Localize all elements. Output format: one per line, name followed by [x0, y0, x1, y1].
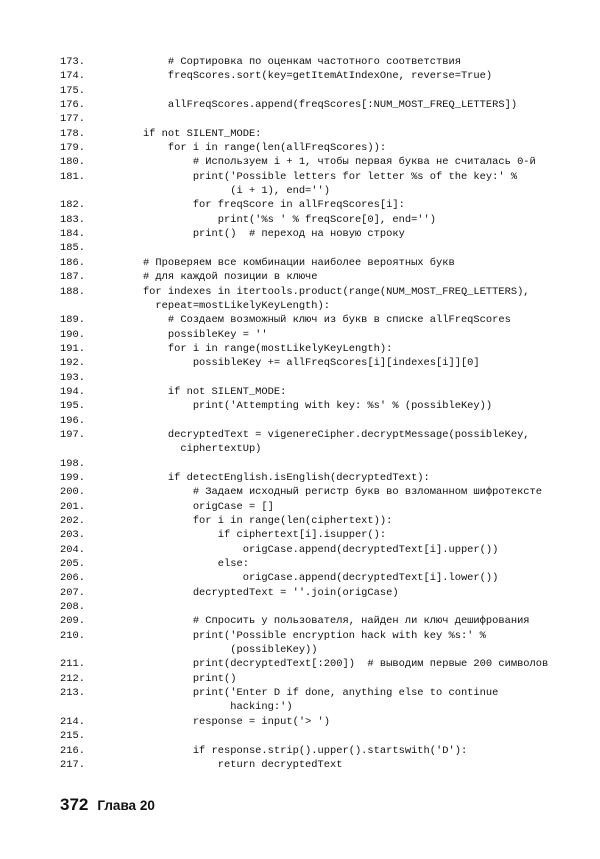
line-number: 186.	[60, 256, 85, 269]
line-number: 173.	[60, 56, 85, 68]
code-line	[60, 485, 590, 499]
line-number: 217.	[60, 758, 85, 771]
line-number: 191.	[60, 342, 85, 355]
code-line	[60, 328, 590, 342]
line-number: 184.	[60, 228, 85, 241]
code-line	[60, 471, 590, 485]
code-line	[60, 198, 590, 212]
code-line	[60, 500, 590, 514]
line-number: 202.	[60, 515, 85, 527]
code-line	[60, 657, 590, 671]
line-number: 183.	[60, 213, 85, 226]
code-text: freqScores.sort(key=getItemAtIndexOne, reverse=True)	[118, 70, 493, 83]
code-text	[118, 84, 590, 98]
line-number: 212.	[60, 672, 85, 685]
line-number: 181.	[60, 170, 85, 183]
line-number: 179.	[60, 142, 85, 155]
code-text	[118, 457, 590, 471]
code-line	[60, 227, 590, 241]
line-number: 201.	[60, 500, 85, 513]
code-text	[118, 371, 590, 385]
code-text: print('Attempting with key: %s' % (possibleKey))	[118, 400, 493, 413]
line-number: 180.	[60, 156, 85, 169]
code-text: if not SILENT_MODE:	[118, 127, 262, 140]
code-text: # Создаем возможный ключ из букв в списке allFreqScores	[118, 314, 511, 327]
line-number: 175.	[60, 84, 85, 97]
code-line	[60, 600, 590, 614]
line-number: 203.	[60, 529, 85, 542]
code-text: possibleKey = ''	[118, 328, 268, 341]
code-text: possibleKey += allFreqScores[i][indexes[i]][0]	[118, 357, 480, 370]
code-text: else:	[118, 558, 249, 571]
line-number: 197.	[60, 428, 85, 441]
code-text: origCase.append(decryptedText[i].lower())	[118, 572, 499, 585]
line-number: 195.	[60, 400, 85, 413]
code-line	[60, 586, 590, 600]
line-number: 211.	[60, 658, 85, 671]
line-number: 196.	[60, 414, 85, 427]
code-text	[118, 729, 590, 743]
line-number: 182.	[60, 199, 85, 212]
line-number: 188.	[60, 285, 85, 298]
code-line	[60, 98, 590, 112]
code-text: hacking:')	[118, 701, 293, 714]
code-text: # Сортировка по оценкам частотного соответствия	[118, 56, 461, 68]
code-text: for i in range(len(allFreqScores)):	[118, 142, 387, 155]
code-listing	[60, 55, 590, 772]
line-number: 199.	[60, 471, 85, 484]
line-number: 177.	[60, 113, 85, 126]
code-line	[60, 543, 590, 557]
code-text: # Используем i + 1, чтобы первая буква не считалась 0-й	[118, 156, 536, 169]
line-number: 216.	[60, 744, 85, 757]
code-text	[118, 600, 590, 614]
line-number	[60, 299, 118, 313]
line-number	[60, 643, 118, 657]
code-text: if ciphertext[i].isupper():	[118, 529, 387, 542]
code-line	[60, 428, 590, 442]
code-line	[60, 686, 590, 700]
line-number: 200.	[60, 486, 85, 499]
code-text: print(decryptedText[:200]) # выводим первые 200 символов	[118, 658, 549, 671]
line-number: 176.	[60, 99, 85, 112]
code-text: print()	[118, 672, 237, 685]
code-line	[60, 55, 590, 69]
code-line	[60, 141, 590, 155]
line-number	[60, 700, 118, 714]
code-text: for i in range(len(ciphertext)):	[118, 515, 393, 527]
line-number: 187.	[60, 271, 85, 284]
line-number: 189.	[60, 314, 85, 327]
chapter-title: Глава 20	[97, 798, 155, 813]
line-number: 210.	[60, 629, 85, 642]
code-line	[60, 241, 590, 255]
code-line	[60, 155, 590, 169]
code-line	[60, 313, 590, 327]
line-number: 185.	[60, 242, 85, 255]
code-text: # Задаем исходный регистр букв во взломанном шифротексте	[118, 486, 543, 499]
code-line	[60, 414, 590, 428]
code-line	[60, 700, 590, 714]
code-line	[60, 614, 590, 628]
line-number: 205.	[60, 558, 85, 571]
code-text: print('%s ' % freqScore[0], end='')	[118, 213, 437, 226]
code-line	[60, 342, 590, 356]
code-line	[60, 514, 590, 528]
code-line	[60, 399, 590, 413]
line-number: 204.	[60, 543, 85, 556]
code-line	[60, 299, 590, 313]
line-number: 215.	[60, 730, 85, 743]
code-text	[118, 414, 590, 428]
code-text	[118, 241, 590, 255]
code-line	[60, 112, 590, 126]
code-text: # для каждой позиции в ключе	[118, 271, 318, 284]
line-number: 174.	[60, 70, 85, 83]
code-text: # Проверяем все комбинации наиболее вероятных букв	[118, 256, 455, 269]
code-line	[60, 672, 590, 686]
code-line	[60, 285, 590, 299]
line-number: 214.	[60, 715, 85, 728]
code-line	[60, 213, 590, 227]
line-number: 190.	[60, 328, 85, 341]
line-number	[60, 184, 118, 198]
code-line	[60, 557, 590, 571]
code-line	[60, 715, 590, 729]
code-text: print() # переход на новую строку	[118, 228, 405, 241]
code-text: print('Enter D if done, anything else to continue	[118, 687, 499, 700]
code-text: decryptedText = vigenereCipher.decryptMessage(possibleKey,	[118, 428, 530, 441]
code-text: return decryptedText	[118, 758, 343, 771]
code-line	[60, 256, 590, 270]
code-line	[60, 127, 590, 141]
code-text: origCase.append(decryptedText[i].upper())	[118, 543, 499, 556]
line-number: 178.	[60, 127, 85, 140]
code-line	[60, 729, 590, 743]
code-text: print('Possible encryption hack with key %s:' %	[118, 629, 486, 642]
code-text: if detectEnglish.isEnglish(decryptedText):	[118, 471, 430, 484]
line-number: 213.	[60, 687, 85, 700]
code-text: response = input('> ')	[118, 715, 331, 728]
code-line	[60, 184, 590, 198]
code-text: if not SILENT_MODE:	[118, 385, 287, 398]
code-line	[60, 84, 590, 98]
code-text: for freqScore in allFreqScores[i]:	[118, 199, 405, 212]
code-text: if response.strip().upper().startswith('D'):	[118, 744, 468, 757]
code-text: (i + 1), end='')	[118, 185, 331, 198]
code-text	[118, 112, 590, 126]
code-line	[60, 356, 590, 370]
line-number	[60, 442, 118, 456]
code-text: repeat=mostLikelyKeyLength):	[118, 299, 331, 312]
code-line	[60, 270, 590, 284]
code-line	[60, 457, 590, 471]
code-text: (possibleKey))	[118, 644, 318, 657]
line-number: 207.	[60, 586, 85, 599]
code-text: # Спросить у пользователя, найден ли ключ дешифрования	[118, 615, 530, 628]
code-line	[60, 629, 590, 643]
line-number: 194.	[60, 385, 85, 398]
code-line	[60, 571, 590, 585]
code-line	[60, 528, 590, 542]
code-line	[60, 758, 590, 772]
line-number: 198.	[60, 457, 85, 470]
code-line	[60, 371, 590, 385]
page-number: 372	[60, 795, 89, 814]
page-footer	[60, 795, 155, 815]
code-text: for indexes in itertools.product(range(NUM_MOST_FREQ_LETTERS),	[118, 285, 530, 298]
line-number: 209.	[60, 615, 85, 628]
code-line	[60, 744, 590, 758]
code-text: origCase = []	[118, 500, 274, 513]
line-number: 206.	[60, 572, 85, 585]
code-line	[60, 385, 590, 399]
code-text: allFreqScores.append(freqScores[:NUM_MOST_FREQ_LETTERS])	[118, 99, 518, 112]
code-line	[60, 442, 590, 456]
code-text: ciphertextUp)	[118, 443, 262, 456]
line-number: 193.	[60, 371, 85, 384]
code-line	[60, 643, 590, 657]
code-text: print('Possible letters for letter %s of the key:' %	[118, 170, 518, 183]
code-line	[60, 69, 590, 83]
line-number: 208.	[60, 601, 85, 614]
code-line	[60, 170, 590, 184]
line-number: 192.	[60, 357, 85, 370]
code-text: decryptedText = ''.join(origCase)	[118, 586, 399, 599]
code-text: for i in range(mostLikelyKeyLength):	[118, 342, 393, 355]
